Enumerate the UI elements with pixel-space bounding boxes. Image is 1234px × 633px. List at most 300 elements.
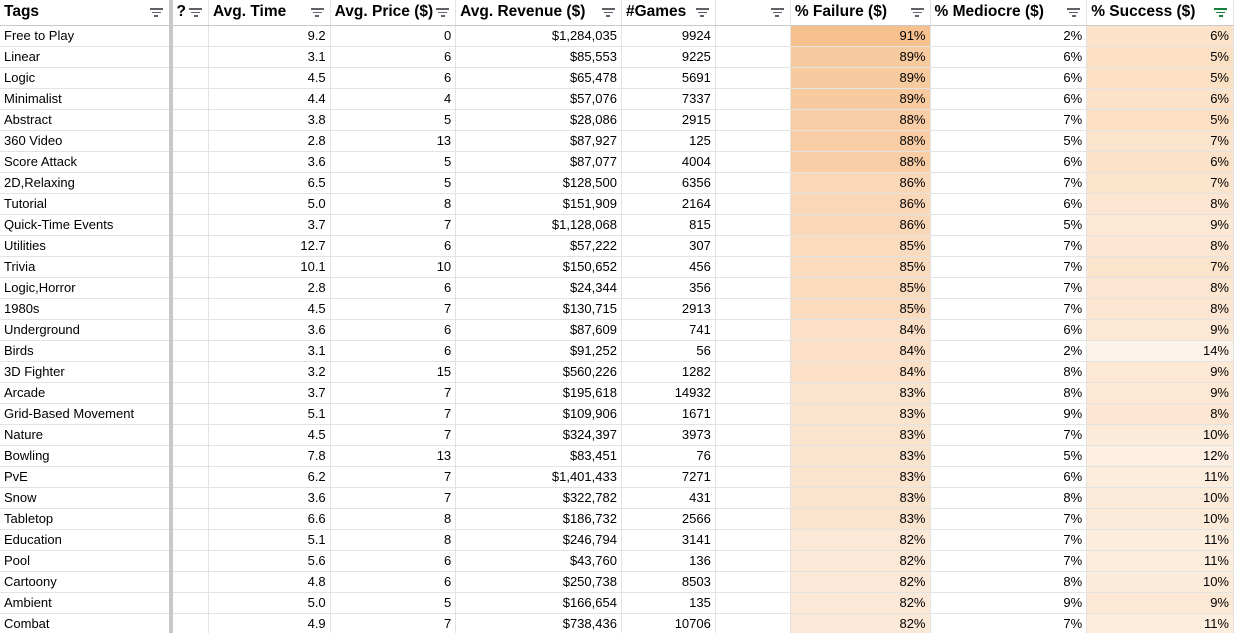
cell-blank[interactable] [715,67,790,88]
cell-avg-price[interactable]: 10 [330,256,456,277]
cell-mediocre[interactable]: 7% [930,550,1087,571]
cell-success[interactable]: 10% [1087,571,1234,592]
cell-question[interactable] [171,466,209,487]
cell-success[interactable]: 9% [1087,592,1234,613]
header-games[interactable] [621,0,715,25]
cell-tag[interactable]: Arcade [0,382,171,403]
cell-games[interactable]: 6356 [621,172,715,193]
cell-failure[interactable]: 86% [790,214,930,235]
cell-avg-price[interactable]: 13 [330,445,456,466]
filter-icon[interactable] [1067,8,1080,18]
cell-avg-revenue[interactable]: $1,128,068 [456,214,622,235]
cell-avg-revenue[interactable]: $324,397 [456,424,622,445]
cell-avg-price[interactable]: 5 [330,151,456,172]
cell-success[interactable]: 7% [1087,130,1234,151]
cell-question[interactable] [171,403,209,424]
cell-avg-price[interactable]: 5 [330,109,456,130]
cell-failure[interactable]: 85% [790,256,930,277]
cell-failure[interactable]: 83% [790,487,930,508]
cell-success[interactable]: 5% [1087,109,1234,130]
cell-mediocre[interactable]: 7% [930,529,1087,550]
cell-success[interactable]: 10% [1087,508,1234,529]
header-mediocre[interactable] [930,0,1087,25]
cell-avg-price[interactable]: 5 [330,592,456,613]
cell-avg-time[interactable]: 4.5 [209,424,331,445]
cell-mediocre[interactable]: 8% [930,487,1087,508]
cell-tag[interactable]: Birds [0,340,171,361]
cell-mediocre[interactable]: 9% [930,592,1087,613]
cell-avg-revenue[interactable]: $87,077 [456,151,622,172]
cell-avg-price[interactable]: 7 [330,214,456,235]
cell-avg-revenue[interactable]: $1,284,035 [456,25,622,46]
cell-games[interactable]: 8503 [621,571,715,592]
cell-tag[interactable]: Tabletop [0,508,171,529]
cell-blank[interactable] [715,193,790,214]
cell-success[interactable]: 11% [1087,550,1234,571]
cell-blank[interactable] [715,340,790,361]
cell-question[interactable] [171,67,209,88]
cell-games[interactable]: 136 [621,550,715,571]
cell-avg-revenue[interactable]: $43,760 [456,550,622,571]
cell-mediocre[interactable]: 7% [930,256,1087,277]
cell-tag[interactable]: Underground [0,319,171,340]
cell-mediocre[interactable]: 8% [930,571,1087,592]
cell-avg-time[interactable]: 5.1 [209,403,331,424]
cell-avg-revenue[interactable]: $250,738 [456,571,622,592]
cell-avg-time[interactable]: 2.8 [209,277,331,298]
cell-blank[interactable] [715,109,790,130]
cell-failure[interactable]: 89% [790,67,930,88]
filter-icon[interactable] [696,8,709,18]
cell-avg-price[interactable]: 7 [330,613,456,633]
filter-icon[interactable] [150,8,163,18]
cell-avg-revenue[interactable]: $186,732 [456,508,622,529]
cell-avg-time[interactable]: 4.5 [209,298,331,319]
cell-games[interactable]: 125 [621,130,715,151]
cell-avg-revenue[interactable]: $150,652 [456,256,622,277]
cell-avg-time[interactable]: 3.1 [209,46,331,67]
cell-mediocre[interactable]: 5% [930,445,1087,466]
cell-avg-price[interactable]: 7 [330,424,456,445]
cell-question[interactable] [171,529,209,550]
header-avg-price[interactable] [330,0,456,25]
cell-tag[interactable]: Abstract [0,109,171,130]
cell-games[interactable]: 3141 [621,529,715,550]
cell-avg-revenue[interactable]: $83,451 [456,445,622,466]
cell-avg-time[interactable]: 3.7 [209,382,331,403]
cell-mediocre[interactable]: 6% [930,193,1087,214]
filter-icon[interactable] [436,8,449,18]
cell-avg-revenue[interactable]: $87,927 [456,130,622,151]
cell-avg-price[interactable]: 6 [330,550,456,571]
cell-avg-price[interactable]: 6 [330,67,456,88]
cell-question[interactable] [171,340,209,361]
cell-tag[interactable]: PvE [0,466,171,487]
cell-mediocre[interactable]: 6% [930,151,1087,172]
cell-avg-time[interactable]: 12.7 [209,235,331,256]
cell-tag[interactable]: Pool [0,550,171,571]
cell-question[interactable] [171,550,209,571]
cell-games[interactable]: 2164 [621,193,715,214]
cell-success[interactable]: 14% [1087,340,1234,361]
cell-games[interactable]: 135 [621,592,715,613]
cell-mediocre[interactable]: 7% [930,109,1087,130]
cell-avg-price[interactable]: 7 [330,403,456,424]
cell-question[interactable] [171,445,209,466]
cell-avg-revenue[interactable]: $24,344 [456,277,622,298]
header-avg-time[interactable] [209,0,331,25]
cell-avg-price[interactable]: 13 [330,130,456,151]
filter-icon[interactable] [311,8,324,18]
cell-mediocre[interactable]: 7% [930,508,1087,529]
cell-tag[interactable]: 360 Video [0,130,171,151]
cell-failure[interactable]: 83% [790,508,930,529]
filter-icon[interactable] [602,8,615,18]
cell-failure[interactable]: 85% [790,298,930,319]
cell-blank[interactable] [715,508,790,529]
cell-failure[interactable]: 84% [790,340,930,361]
cell-question[interactable] [171,46,209,67]
cell-mediocre[interactable]: 5% [930,214,1087,235]
cell-tag[interactable]: Education [0,529,171,550]
cell-games[interactable]: 2566 [621,508,715,529]
cell-question[interactable] [171,25,209,46]
cell-failure[interactable]: 88% [790,109,930,130]
cell-success[interactable]: 9% [1087,361,1234,382]
cell-avg-price[interactable]: 7 [330,298,456,319]
header-avg-revenue[interactable] [456,0,622,25]
cell-tag[interactable]: Quick-Time Events [0,214,171,235]
cell-failure[interactable]: 91% [790,25,930,46]
cell-tag[interactable]: Ambient [0,592,171,613]
cell-avg-revenue[interactable]: $57,222 [456,235,622,256]
cell-games[interactable]: 5691 [621,67,715,88]
cell-failure[interactable]: 82% [790,550,930,571]
cell-tag[interactable]: Nature [0,424,171,445]
cell-blank[interactable] [715,235,790,256]
cell-blank[interactable] [715,277,790,298]
cell-success[interactable]: 6% [1087,25,1234,46]
cell-avg-revenue[interactable]: $85,553 [456,46,622,67]
cell-avg-time[interactable]: 3.6 [209,319,331,340]
cell-avg-revenue[interactable]: $560,226 [456,361,622,382]
cell-avg-time[interactable]: 3.6 [209,487,331,508]
cell-question[interactable] [171,319,209,340]
cell-games[interactable]: 7271 [621,466,715,487]
cell-avg-time[interactable]: 3.8 [209,109,331,130]
cell-avg-revenue[interactable]: $130,715 [456,298,622,319]
cell-blank[interactable] [715,571,790,592]
cell-mediocre[interactable]: 8% [930,361,1087,382]
cell-mediocre[interactable]: 7% [930,424,1087,445]
cell-avg-price[interactable]: 6 [330,235,456,256]
cell-success[interactable]: 12% [1087,445,1234,466]
cell-success[interactable]: 11% [1087,613,1234,633]
cell-mediocre[interactable]: 6% [930,466,1087,487]
cell-success[interactable]: 7% [1087,256,1234,277]
cell-blank[interactable] [715,529,790,550]
cell-success[interactable]: 8% [1087,298,1234,319]
cell-games[interactable]: 1282 [621,361,715,382]
cell-mediocre[interactable]: 5% [930,130,1087,151]
cell-blank[interactable] [715,319,790,340]
cell-games[interactable]: 2915 [621,109,715,130]
cell-question[interactable] [171,88,209,109]
cell-blank[interactable] [715,613,790,633]
cell-mediocre[interactable]: 6% [930,46,1087,67]
cell-avg-time[interactable]: 2.8 [209,130,331,151]
cell-games[interactable]: 741 [621,319,715,340]
cell-failure[interactable]: 89% [790,46,930,67]
cell-question[interactable] [171,382,209,403]
cell-avg-price[interactable]: 7 [330,487,456,508]
cell-failure[interactable]: 85% [790,235,930,256]
cell-avg-price[interactable]: 6 [330,319,456,340]
cell-failure[interactable]: 86% [790,193,930,214]
header-success[interactable] [1087,0,1234,25]
cell-avg-revenue[interactable]: $87,609 [456,319,622,340]
cell-avg-time[interactable]: 4.5 [209,67,331,88]
cell-games[interactable]: 2913 [621,298,715,319]
cell-success[interactable]: 8% [1087,193,1234,214]
cell-tag[interactable]: 1980s [0,298,171,319]
cell-mediocre[interactable]: 2% [930,25,1087,46]
cell-success[interactable]: 5% [1087,46,1234,67]
cell-mediocre[interactable]: 6% [930,67,1087,88]
cell-avg-price[interactable]: 6 [330,340,456,361]
cell-games[interactable]: 431 [621,487,715,508]
cell-failure[interactable]: 89% [790,88,930,109]
cell-question[interactable] [171,235,209,256]
cell-blank[interactable] [715,487,790,508]
cell-mediocre[interactable]: 7% [930,298,1087,319]
cell-avg-time[interactable]: 3.1 [209,340,331,361]
cell-avg-price[interactable]: 15 [330,361,456,382]
cell-failure[interactable]: 85% [790,277,930,298]
cell-avg-time[interactable]: 9.2 [209,25,331,46]
cell-mediocre[interactable]: 6% [930,319,1087,340]
cell-tag[interactable]: Utilities [0,235,171,256]
cell-mediocre[interactable]: 9% [930,403,1087,424]
cell-question[interactable] [171,214,209,235]
cell-tag[interactable]: Trivia [0,256,171,277]
cell-failure[interactable]: 83% [790,403,930,424]
cell-avg-price[interactable]: 8 [330,508,456,529]
cell-tag[interactable]: Bowling [0,445,171,466]
cell-question[interactable] [171,592,209,613]
cell-blank[interactable] [715,361,790,382]
cell-question[interactable] [171,172,209,193]
cell-tag[interactable]: Logic,Horror [0,277,171,298]
header-tags[interactable] [0,0,171,25]
cell-games[interactable]: 4004 [621,151,715,172]
cell-failure[interactable]: 83% [790,424,930,445]
filter-icon[interactable] [911,8,924,18]
cell-success[interactable]: 6% [1087,151,1234,172]
cell-success[interactable]: 8% [1087,235,1234,256]
cell-avg-price[interactable]: 8 [330,529,456,550]
cell-mediocre[interactable]: 7% [930,172,1087,193]
cell-question[interactable] [171,277,209,298]
cell-question[interactable] [171,151,209,172]
cell-success[interactable]: 6% [1087,88,1234,109]
cell-avg-revenue[interactable]: $322,782 [456,487,622,508]
cell-failure[interactable]: 88% [790,130,930,151]
cell-avg-revenue[interactable]: $151,909 [456,193,622,214]
cell-blank[interactable] [715,214,790,235]
cell-avg-time[interactable]: 5.6 [209,550,331,571]
cell-games[interactable]: 9225 [621,46,715,67]
cell-success[interactable]: 8% [1087,277,1234,298]
cell-question[interactable] [171,487,209,508]
cell-tag[interactable]: Free to Play [0,25,171,46]
cell-games[interactable]: 14932 [621,382,715,403]
cell-blank[interactable] [715,88,790,109]
cell-success[interactable]: 11% [1087,529,1234,550]
cell-question[interactable] [171,424,209,445]
cell-failure[interactable]: 88% [790,151,930,172]
cell-mediocre[interactable]: 8% [930,382,1087,403]
cell-tag[interactable]: Score Attack [0,151,171,172]
cell-blank[interactable] [715,46,790,67]
cell-avg-time[interactable]: 7.8 [209,445,331,466]
cell-avg-revenue[interactable]: $246,794 [456,529,622,550]
cell-success[interactable]: 10% [1087,487,1234,508]
cell-question[interactable] [171,508,209,529]
header-blank[interactable] [715,0,790,25]
cell-avg-price[interactable]: 0 [330,25,456,46]
cell-mediocre[interactable]: 7% [930,235,1087,256]
cell-blank[interactable] [715,172,790,193]
cell-games[interactable]: 10706 [621,613,715,633]
cell-avg-time[interactable]: 4.9 [209,613,331,633]
cell-success[interactable]: 9% [1087,214,1234,235]
cell-failure[interactable]: 83% [790,466,930,487]
cell-games[interactable]: 307 [621,235,715,256]
cell-avg-time[interactable]: 4.8 [209,571,331,592]
cell-avg-price[interactable]: 6 [330,571,456,592]
cell-avg-revenue[interactable]: $1,401,433 [456,466,622,487]
cell-success[interactable]: 9% [1087,319,1234,340]
cell-success[interactable]: 8% [1087,403,1234,424]
cell-success[interactable]: 5% [1087,67,1234,88]
header-question[interactable] [171,0,209,25]
cell-avg-price[interactable]: 7 [330,382,456,403]
cell-question[interactable] [171,613,209,633]
cell-blank[interactable] [715,550,790,571]
cell-games[interactable]: 3973 [621,424,715,445]
cell-blank[interactable] [715,298,790,319]
cell-blank[interactable] [715,25,790,46]
cell-avg-time[interactable]: 3.6 [209,151,331,172]
cell-avg-revenue[interactable]: $109,906 [456,403,622,424]
cell-avg-time[interactable]: 5.0 [209,592,331,613]
cell-avg-time[interactable]: 10.1 [209,256,331,277]
cell-games[interactable]: 7337 [621,88,715,109]
cell-question[interactable] [171,130,209,151]
cell-avg-time[interactable]: 6.2 [209,466,331,487]
cell-success[interactable]: 9% [1087,382,1234,403]
cell-tag[interactable]: Minimalist [0,88,171,109]
cell-avg-revenue[interactable]: $166,654 [456,592,622,613]
cell-avg-price[interactable]: 4 [330,88,456,109]
cell-question[interactable] [171,109,209,130]
cell-mediocre[interactable]: 7% [930,277,1087,298]
cell-games[interactable]: 356 [621,277,715,298]
cell-success[interactable]: 10% [1087,424,1234,445]
cell-blank[interactable] [715,445,790,466]
cell-question[interactable] [171,298,209,319]
cell-games[interactable]: 56 [621,340,715,361]
cell-avg-price[interactable]: 6 [330,277,456,298]
cell-failure[interactable]: 83% [790,382,930,403]
cell-games[interactable]: 456 [621,256,715,277]
cell-avg-revenue[interactable]: $28,086 [456,109,622,130]
cell-tag[interactable]: Grid-Based Movement [0,403,171,424]
cell-games[interactable]: 1671 [621,403,715,424]
cell-blank[interactable] [715,592,790,613]
cell-failure[interactable]: 82% [790,529,930,550]
cell-tag[interactable]: 2D,Relaxing [0,172,171,193]
cell-failure[interactable]: 84% [790,319,930,340]
cell-mediocre[interactable]: 2% [930,340,1087,361]
cell-avg-revenue[interactable]: $128,500 [456,172,622,193]
cell-mediocre[interactable]: 7% [930,613,1087,633]
cell-avg-price[interactable]: 8 [330,193,456,214]
cell-avg-time[interactable]: 3.7 [209,214,331,235]
cell-avg-revenue[interactable]: $65,478 [456,67,622,88]
cell-avg-time[interactable]: 5.0 [209,193,331,214]
cell-blank[interactable] [715,130,790,151]
cell-tag[interactable]: Logic [0,67,171,88]
cell-failure[interactable]: 82% [790,592,930,613]
cell-tag[interactable]: 3D Fighter [0,361,171,382]
cell-tag[interactable]: Cartoony [0,571,171,592]
cell-games[interactable]: 9924 [621,25,715,46]
cell-avg-price[interactable]: 7 [330,466,456,487]
cell-question[interactable] [171,571,209,592]
filter-icon[interactable] [771,8,784,18]
cell-failure[interactable]: 84% [790,361,930,382]
cell-question[interactable] [171,193,209,214]
cell-blank[interactable] [715,403,790,424]
cell-avg-revenue[interactable]: $738,436 [456,613,622,633]
cell-avg-revenue[interactable]: $195,618 [456,382,622,403]
cell-avg-revenue[interactable]: $91,252 [456,340,622,361]
cell-failure[interactable]: 83% [790,445,930,466]
cell-avg-time[interactable]: 5.1 [209,529,331,550]
cell-avg-time[interactable]: 6.5 [209,172,331,193]
cell-blank[interactable] [715,382,790,403]
cell-failure[interactable]: 86% [790,172,930,193]
cell-avg-time[interactable]: 6.6 [209,508,331,529]
cell-success[interactable]: 7% [1087,172,1234,193]
cell-games[interactable]: 815 [621,214,715,235]
cell-avg-time[interactable]: 4.4 [209,88,331,109]
cell-failure[interactable]: 82% [790,571,930,592]
cell-question[interactable] [171,256,209,277]
cell-success[interactable]: 11% [1087,466,1234,487]
cell-games[interactable]: 76 [621,445,715,466]
cell-blank[interactable] [715,151,790,172]
cell-mediocre[interactable]: 6% [930,88,1087,109]
cell-blank[interactable] [715,466,790,487]
cell-question[interactable] [171,361,209,382]
cell-tag[interactable]: Tutorial [0,193,171,214]
cell-avg-time[interactable]: 3.2 [209,361,331,382]
cell-blank[interactable] [715,256,790,277]
cell-tag[interactable]: Snow [0,487,171,508]
